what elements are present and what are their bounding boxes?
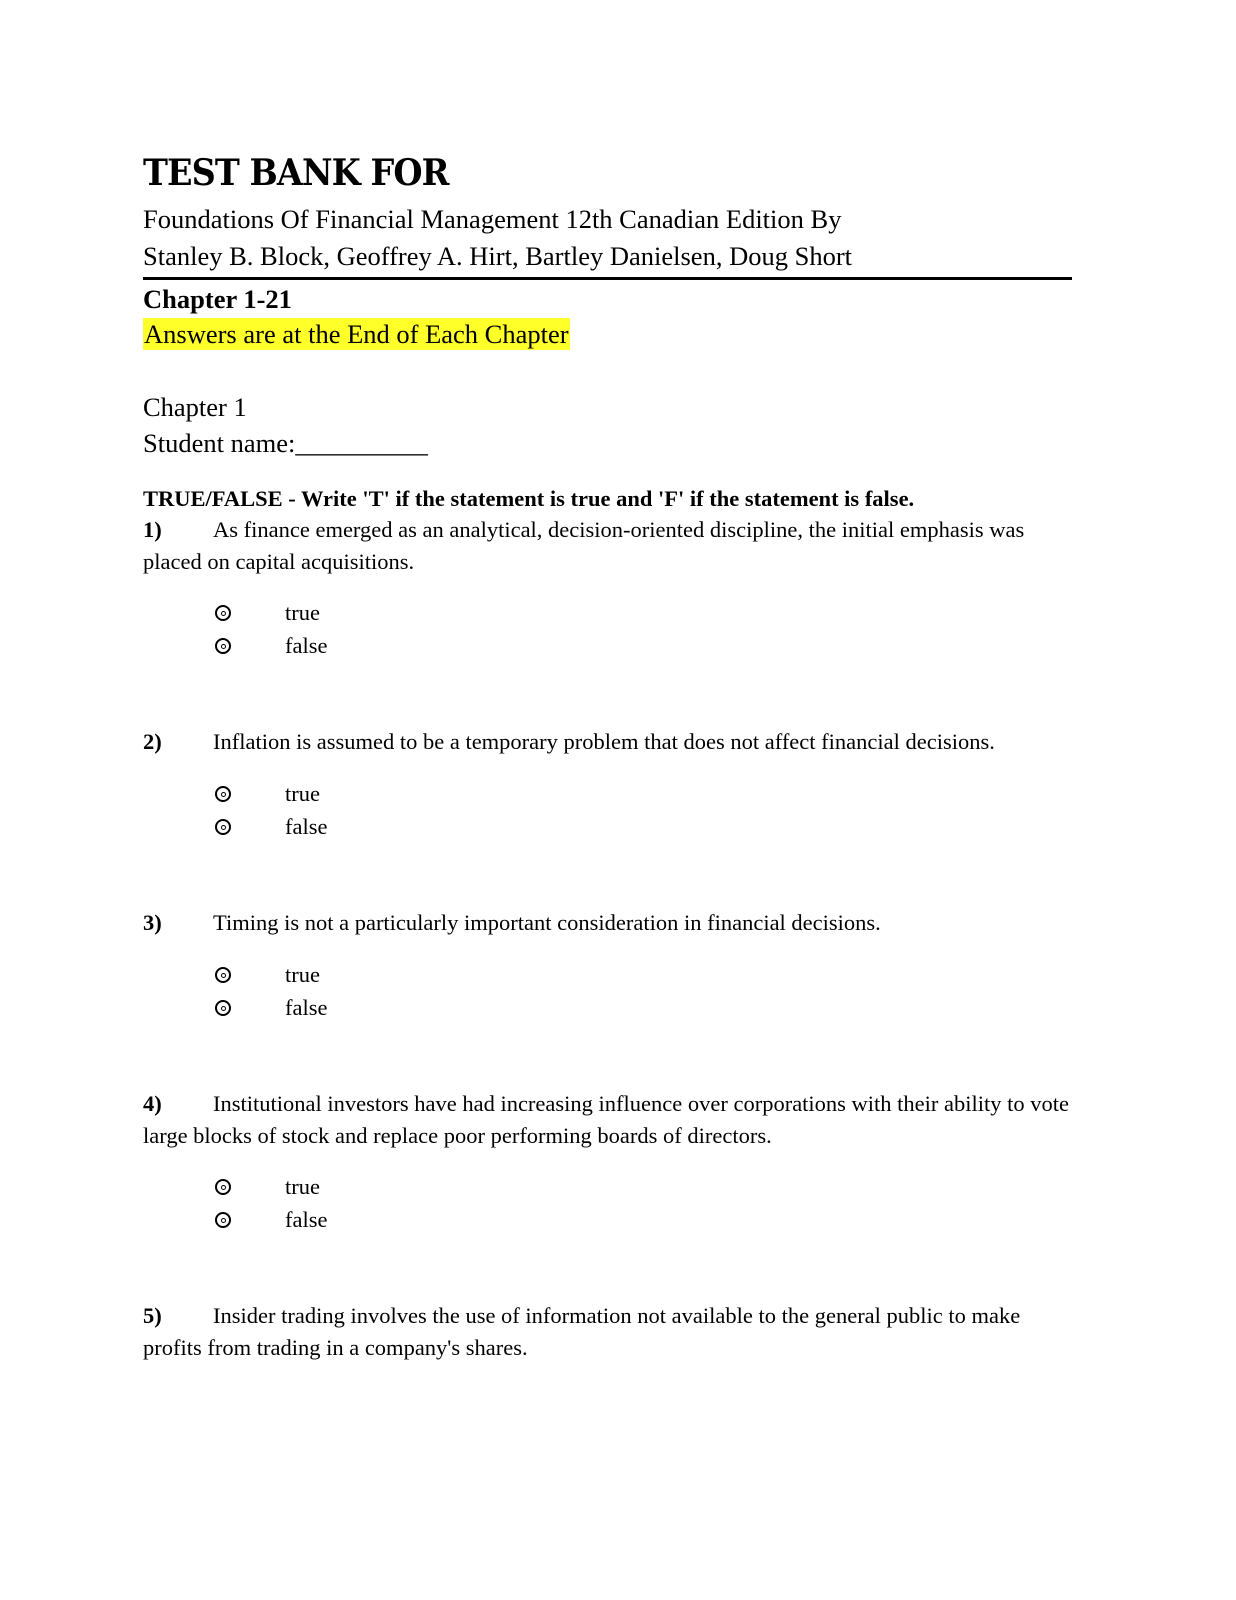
option-false[interactable] <box>215 1207 328 1232</box>
option-false[interactable] <box>215 633 328 658</box>
option-label: true <box>285 1174 320 1199</box>
radio-icon[interactable] <box>215 819 231 835</box>
option-label: false <box>285 814 328 839</box>
instructions: TRUE/FALSE - Write 'T' if the statement is true and 'F' if the statement is false. <box>143 486 915 511</box>
option-true[interactable] <box>215 1174 320 1199</box>
question-5 <box>143 1300 1073 1363</box>
radio-icon[interactable] <box>215 1212 231 1228</box>
option-true[interactable] <box>215 962 320 987</box>
question-text: Insider trading involves the use of information not available to the general public to make profits from trading in a company's shares. <box>143 1303 1021 1360</box>
question-text: Timing is not a particularly important consideration in financial decisions. <box>213 910 881 935</box>
question-text: Inflation is assumed to be a temporary problem that does not affect financial decisions. <box>213 729 995 754</box>
question-3 <box>143 907 1073 939</box>
question-1 <box>143 514 1073 577</box>
option-false[interactable] <box>215 995 328 1020</box>
question-text: Institutional investors have had increasing influence over corporations with their ability to vote large blocks of stock and replace poor performing boards of directors. <box>143 1091 1070 1148</box>
option-true[interactable] <box>215 600 320 625</box>
option-label: true <box>285 962 320 987</box>
question-2 <box>143 726 1073 758</box>
option-true[interactable] <box>215 781 320 806</box>
chapter-range: Chapter 1-21 <box>143 284 292 314</box>
radio-icon[interactable] <box>215 605 231 621</box>
question-number: 1) <box>143 517 162 542</box>
radio-icon[interactable] <box>215 1000 231 1016</box>
header-divider <box>143 277 1072 280</box>
question-number: 5) <box>143 1303 162 1328</box>
page-title: TEST BANK FOR <box>143 152 449 194</box>
radio-icon[interactable] <box>215 1179 231 1195</box>
answers-note: Answers are at the End of Each Chapter <box>144 319 569 349</box>
question-number: 4) <box>143 1091 162 1116</box>
book-authors: Stanley B. Block, Geoffrey A. Hirt, Bartley Danielsen, Doug Short <box>143 241 853 271</box>
question-4 <box>143 1088 1073 1151</box>
book-title: Foundations Of Financial Management 12th Canadian Edition By <box>143 204 842 234</box>
radio-icon[interactable] <box>215 967 231 983</box>
question-text: As finance emerged as an analytical, decision-oriented discipline, the initial emphasis was placed on capital acquisitions. <box>143 517 1025 574</box>
option-label: false <box>285 1207 328 1232</box>
radio-icon[interactable] <box>215 786 231 802</box>
option-label: false <box>285 633 328 658</box>
option-label: true <box>285 600 320 625</box>
radio-icon[interactable] <box>215 638 231 654</box>
question-number: 3) <box>143 910 162 935</box>
question-number: 2) <box>143 729 162 754</box>
student-name-field: Student name:__________ <box>143 428 428 458</box>
option-false[interactable] <box>215 814 328 839</box>
option-label: false <box>285 995 328 1020</box>
option-label: true <box>285 781 320 806</box>
chapter-label: Chapter 1 <box>143 392 247 422</box>
